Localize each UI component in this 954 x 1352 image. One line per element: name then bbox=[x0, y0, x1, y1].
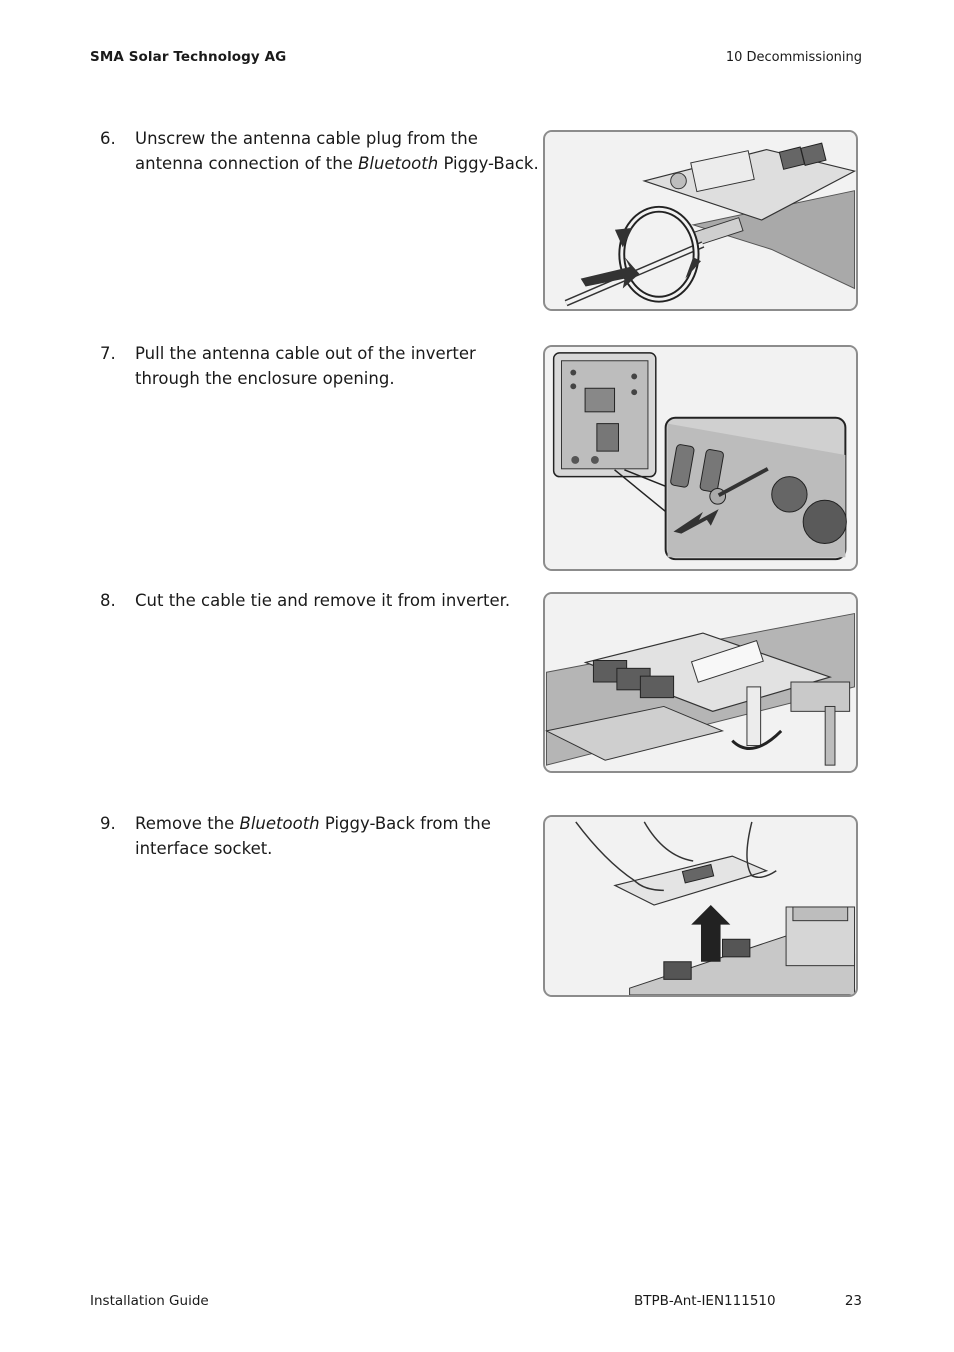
footer-page-number: 23 bbox=[844, 1293, 862, 1309]
step-text: Cut the cable tie and remove it from inverter. bbox=[135, 591, 511, 610]
step-text-part: Piggy-Back from the interface socket. bbox=[135, 814, 491, 858]
step-text bbox=[135, 126, 540, 176]
footer-doc-code: BTPB-Ant-IEN111510 bbox=[634, 1293, 776, 1309]
step-text-italic: Bluetooth bbox=[239, 814, 320, 833]
step-text-part: Piggy-Back. bbox=[438, 154, 539, 173]
step-text: Pull the antenna cable out of the inverter through the enclosure opening. bbox=[135, 344, 476, 388]
step-text-part: Unscrew the antenna cable plug from the antenna connection of the bbox=[135, 129, 478, 173]
header-company: SMA Solar Technology AG bbox=[90, 49, 287, 65]
figure-pull-antenna-cable bbox=[543, 345, 858, 571]
step-number: 9. bbox=[100, 814, 116, 833]
figure-remove-piggy-back bbox=[543, 815, 858, 997]
footer-doc-type: Installation Guide bbox=[90, 1293, 209, 1309]
step-number: 6. bbox=[100, 129, 116, 148]
header-chapter: 10 Decommissioning bbox=[725, 50, 862, 65]
figure-unscrew-antenna-plug bbox=[543, 130, 858, 311]
step-text-italic: Bluetooth bbox=[358, 154, 439, 173]
step-number: 8. bbox=[100, 591, 116, 610]
figure-cut-cable-tie bbox=[543, 592, 858, 773]
step-text bbox=[135, 811, 540, 861]
step-number: 7. bbox=[100, 344, 116, 363]
step-text-part: Remove the bbox=[135, 814, 240, 833]
